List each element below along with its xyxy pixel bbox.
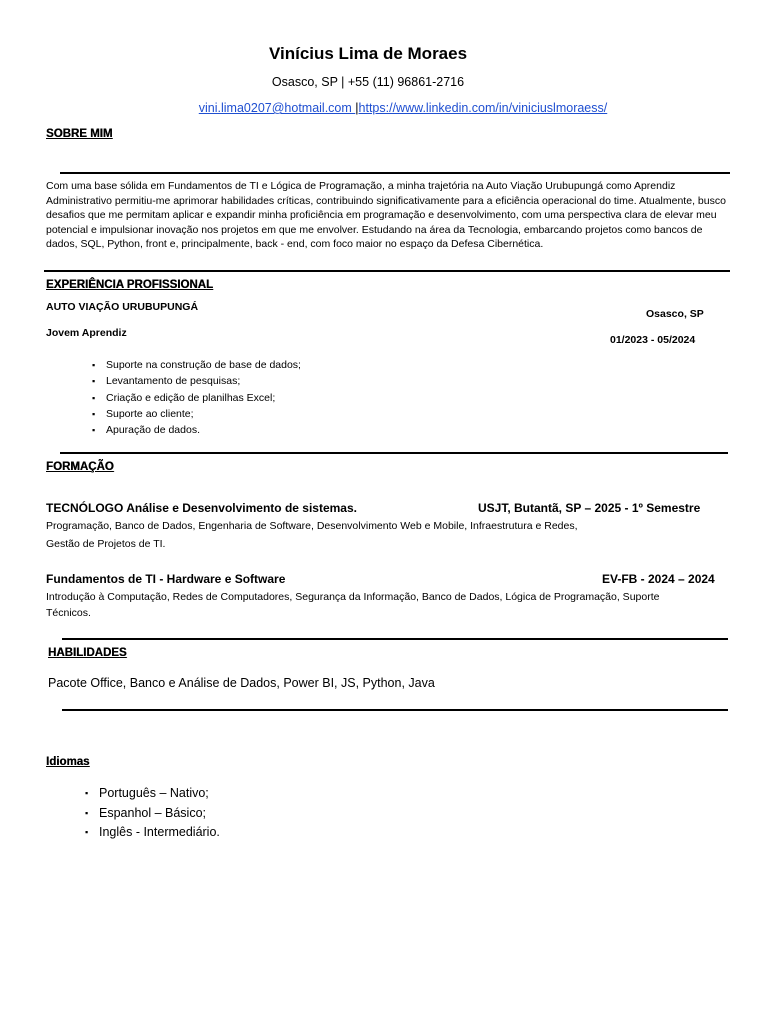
contact-line: Osasco, SP | +55 (11) 96861-2716 — [271, 75, 465, 89]
education-description: Programação, Banco de Dados, Engenharia de Software, Desenvolvimento Web e Mobile, Infraestrutura e Redes, — [46, 520, 578, 532]
bullet-icon: ▪ — [92, 408, 96, 419]
skills-text: Pacote Office, Banco e Análise de Dados, Power BI, JS, Python, Java — [48, 676, 435, 690]
about-text: Com uma base sólida em Fundamentos de TI e Lógica de Programação, a minha trajetória na Auto Viação Urubupungá como Aprendiz Administrativo permitiu-me aprimorar habilidades críticas, contribuindo significativamente para a eficiência operacional do time. Atualmente, busco desafios que me permitam aplicar e expandir minha proficiência em programação e desenvolvimento, com uma perspectiva clara de elevar meu potencial e impulsionar inovação nos projetos em que me envolver. Estudando na área da Tecnologia, embarcando projetos como bancos de dados, SQL, Python, front e, principalmente, back - end, com foco maior no espaço da Defesa Cibernética. — [46, 180, 726, 251]
list-item: ▪ Suporte na construção de base de dados; — [106, 357, 301, 373]
list-item: ▪ Inglês - Intermediário. — [99, 823, 220, 843]
list-item: ▪ Português – Nativo; — [99, 784, 220, 804]
bullet-icon: ▪ — [92, 392, 96, 403]
education-description: Gestão de Projetos de TI. — [46, 538, 166, 550]
bullet-icon: ▪ — [85, 827, 89, 837]
divider — [62, 709, 728, 711]
section-title-languages: Idiomas — [46, 756, 90, 768]
link-separator: | — [355, 101, 359, 115]
languages-list — [85, 784, 220, 843]
contact-links — [0, 101, 768, 115]
list-item: ▪ Espanhol – Básico; — [99, 804, 220, 824]
experience-period: 01/2023 - 05/2024 — [610, 334, 696, 346]
bullet-icon: ▪ — [85, 807, 89, 818]
section-title-skills: HABILIDADES — [48, 647, 127, 659]
bullet-icon: ▪ — [92, 425, 96, 436]
list-item: ▪ Apuração de dados. — [106, 422, 301, 438]
linkedin-link[interactable]: https://www.linkedin.com/in/viniciuslmoraess/ — [358, 101, 608, 115]
candidate-name: Vinícius Lima de Moraes — [268, 44, 468, 63]
divider — [60, 172, 730, 174]
experience-role: Jovem Aprendiz — [46, 327, 127, 339]
divider — [44, 270, 730, 272]
bullet-icon: ▪ — [92, 376, 96, 387]
list-item: ▪ Suporte ao cliente; — [106, 406, 301, 422]
list-item: ▪ Criação e edição de planilhas Excel; — [106, 390, 301, 406]
bullet-icon: ▪ — [92, 360, 96, 370]
divider — [62, 638, 728, 640]
education-description: Técnicos. — [46, 607, 91, 619]
bullet-icon: ▪ — [85, 788, 89, 798]
education-institution: EV-FB - 2024 – 2024 — [602, 572, 715, 586]
education-description: Introdução à Computação, Redes de Computadores, Segurança da Informação, Banco de Dados, Lógica de Programação, Suporte — [46, 591, 660, 603]
education-course: TECNÓLOGO Análise e Desenvolvimento de sistemas. — [46, 501, 357, 515]
section-title-experience: EXPERIÊNCIA PROFISSIONAL — [46, 279, 213, 291]
list-item: ▪ Levantamento de pesquisas; — [106, 373, 301, 389]
experience-location: Osasco, SP — [646, 308, 704, 320]
experience-bullets — [92, 357, 301, 438]
education-institution: USJT, Butantã, SP – 2025 - 1º Semestre — [478, 501, 701, 515]
section-title-education: FORMAÇÃO — [46, 461, 114, 473]
email-link[interactable]: vini.lima0207@hotmail.com — [198, 101, 356, 115]
section-title-about: SOBRE MIM — [46, 128, 113, 140]
experience-company: AUTO VIAÇÃO URUBUPUNGÁ — [46, 301, 199, 313]
divider — [60, 452, 728, 454]
education-course: Fundamentos de TI - Hardware e Software — [46, 572, 286, 586]
